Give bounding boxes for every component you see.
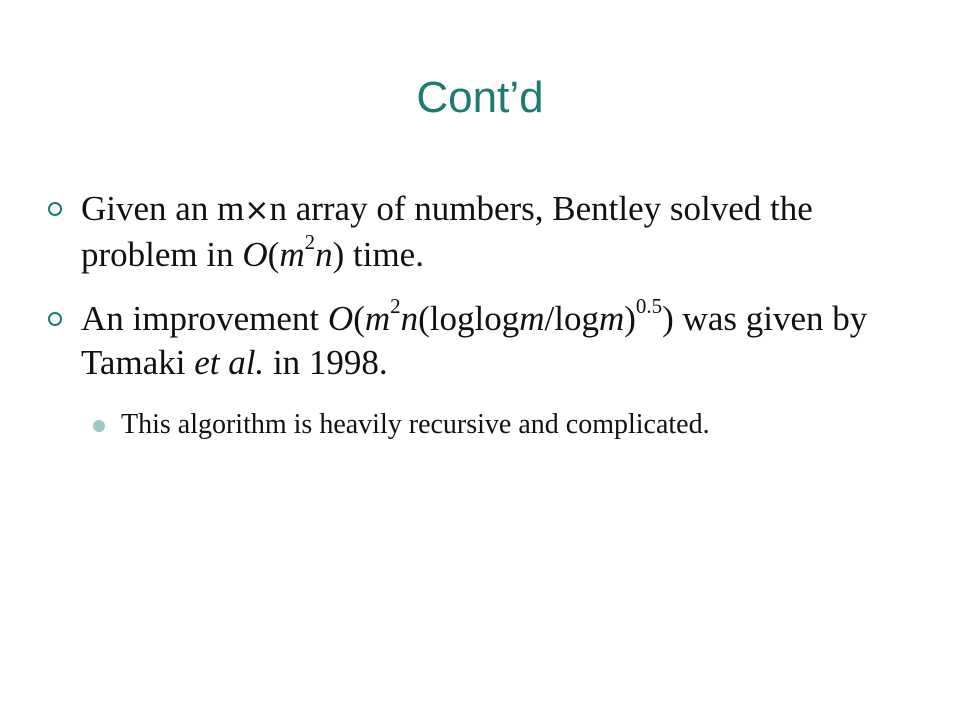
bullet-text: Given an m×n array of numbers, Bentley solved the problem in $O(m^2n)$ time.: [81, 189, 813, 274]
slide-title: Cont’d: [416, 73, 544, 122]
hollow-circle-bullet-icon: [48, 202, 62, 216]
bullet-bentley: [48, 187, 928, 277]
sub-bullet-text: This algorithm is heavily recursive and complicated.: [121, 409, 710, 440]
filled-dot-bullet-icon: [93, 420, 105, 432]
sub-bullet-complexity: [93, 405, 913, 445]
bullet-tamaki: [48, 294, 928, 387]
hollow-circle-bullet-icon: [48, 312, 62, 326]
bullet-text: An improvement $O(m^2n(loglogm/\log m)^{0.5})$ was given by Tamaki et al. in 1998.: [81, 294, 868, 382]
